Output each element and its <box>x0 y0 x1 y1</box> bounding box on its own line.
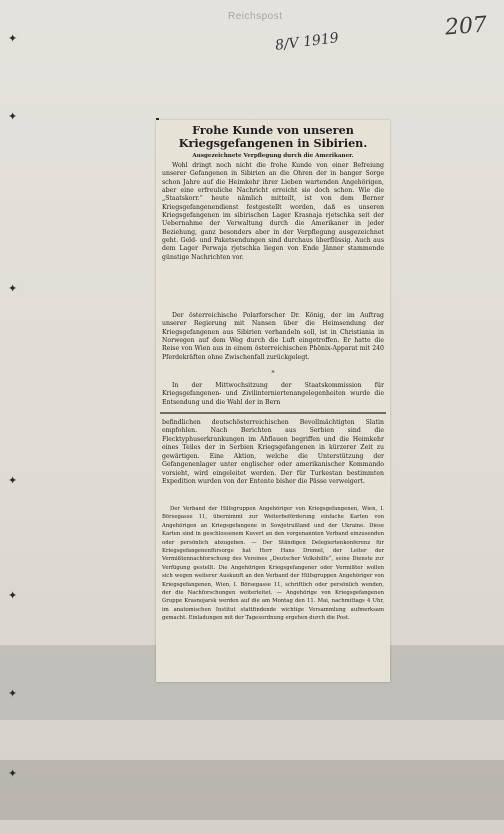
binding-hole-icon: ✦ <box>8 767 18 780</box>
newspaper-clipping <box>156 120 390 682</box>
article-paragraph: In der Mittwochsitzung der Staatskommission für Kriegsgefangenen- und Zivilinterniertenangelegenheiten wurde die Entsendung und die Wahl der in Bern <box>162 382 384 406</box>
handwritten-date: 8/V 1919 <box>274 30 340 54</box>
binding-hole-icon: ✦ <box>8 110 18 123</box>
article-paragraph: Der österreichische Polarforscher Dr. König, der im Auftrag unserer Regierung mit Nansen über die Heimsendung der Kriegsgefangenen aus Sibirien verhandeln soll, ist in Christiania in Norwegen auf dem Weg durch die Luft eingetroffen. Er hatte die Reise von Wien aus in einem österreichischen Phönix-Apparat mit 240 Pferdekräften ohne Zwischenfall zurückgelegt. <box>162 312 384 361</box>
notice-paragraph: Der Verband der Hilfsgruppen Angehöriger von Kriegsgefangenen, Wien, I. Börsegasse 11, übernimmt zur Weiterbeförderung einfache Karten von Angehörigen an Kriegsgefangene in Sowjetrußland und der Ukraine. Diese Karten sind in geschlossenem Kuvert an den vorgenannten Verband einzusenden oder persönlich abzugeben. — Der Ständigen Delegiertenkonferenz für Kriegsgefangenenfürsorge hat Herr Hans Dremel, der Leiter der Vermißtennachforschung des Vereines „Deutscher Volkshilfe“, seine Dienste zur Verfügung gestellt. Die Angehörigen Kriegsgefangener oder Vermißter wollen sich wegen weiterer Auskunft an den Verband der Hilfsgruppen Angehöriger von Kriegsgefangenen, Wien, I. Börsegasse 11, schriftlich oder persönlich wenden, der die Nachforschungen weiterleitet. — Angehörige von Kriegsgefangenen Gruppe Krasnojarsk werden auf die am Montag den 11. Mai, nachmittags 4 Uhr, im anatomischen Institut stattfindende wichtige Versammlung aufmerksam gemacht. Einladungen mit der Tagesordnung ergehen durch die Post. <box>162 506 384 622</box>
section-separator: * <box>271 370 275 377</box>
binding-hole-icon: ✦ <box>8 32 18 45</box>
binding-hole-icon: ✦ <box>8 589 18 602</box>
binding-hole-icon: ✦ <box>8 282 18 295</box>
binding-hole-icon: ✦ <box>8 687 18 700</box>
article-subheadline: Ausgezeichnete Verpflegung durch die Amerikaner. <box>192 153 354 159</box>
article-paragraph: Wohl dringt noch nicht die frohe Kunde von einer Befreiung unserer Gefangenen in Sibirien an die Ohren der in banger Sorge schon Jahre auf die Heimkehr ihrer Lieben wartenden Angehörigen, aber eine erfreuliche Nachricht erreicht sie doch schon. Wie die „Staatskorr.“ heute nämlich mitteilt, ist von dem Berner Kriegsgefangenendienst festgestellt worden, daß es unseren Kriegsgefangenen im sibirischen Lager Krasnaja rjetschka seit der Uebernahme der Verwaltung durch die Amerikaner in jeder Beziehung, ganz besonders aber in der Verpflegung ausgezeichnet geht. Geld- und Paketsendungen sind durchaus überflüssig. Auch aus dem Lager Perwaja rjetschka liegen von Ende Jänner stammende günstige Nachrichten vor. <box>162 162 384 261</box>
newspaper-source-stamp: Reichspost <box>228 11 283 22</box>
article-headline: Frohe Kunde von unseren Kriegsgefangenen in Sibirien. <box>178 123 368 150</box>
article-paragraph-continued: befindlichen deutschösterreichischen Bevollmächtigten Slatin empfohlen. Nach Berichten aus Serbien sind die Flecktyphuserkrankungen im Abflauen begriffen und die Heimkehr eines Teiles der in Serbien Kriegsgefangenen in kürzerer Zeit zu gewärtigen. Eine Aktion, welche die Unterstützung der Gefangenenlager unter englischer oder amerikanischer Kommando vorsieht, wird eingeleitet werden. Der für Turkestan bestimmten Expedition wurden von der Entente bisher die Pässe verweigert. <box>162 419 384 486</box>
binding-hole-icon: ✦ <box>8 474 18 487</box>
scan-shadow-band <box>0 760 504 820</box>
folio-number: 207 <box>444 12 488 41</box>
column-join-divider <box>160 412 386 414</box>
